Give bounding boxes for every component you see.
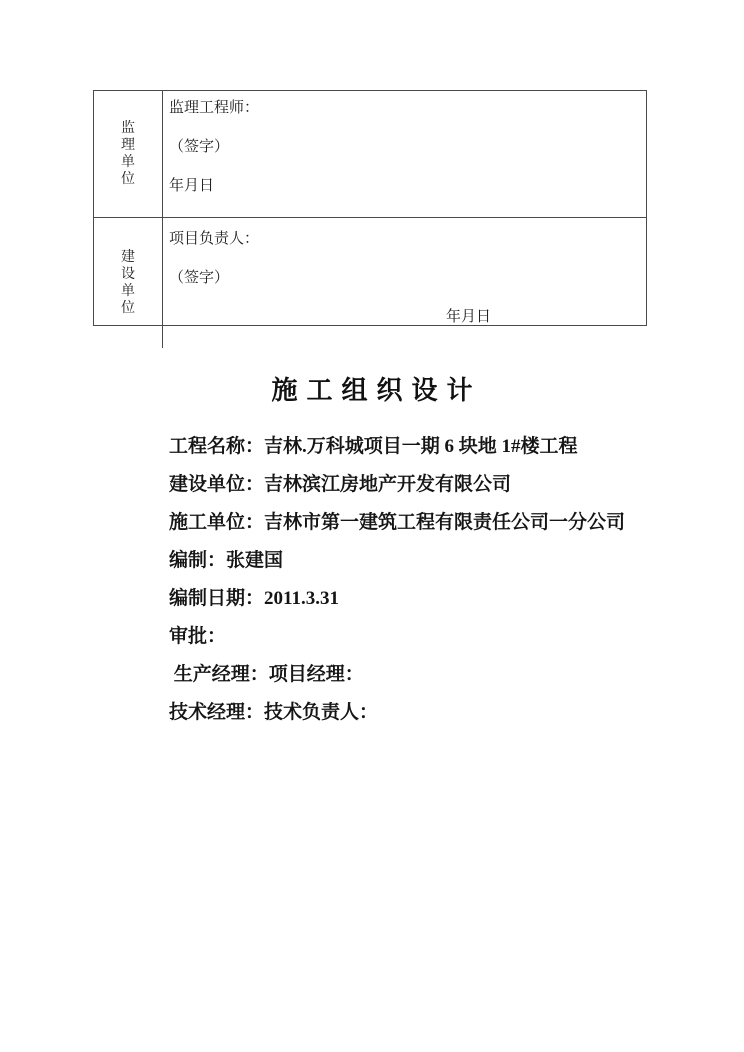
owner-unit-line: 建设单位：吉林滨江房地产开发有限公司 [169,474,512,495]
date-line: 年月日 [446,309,492,325]
supervision-unit-label: 监理单位 [121,121,135,187]
unit-label-cell [94,91,163,217]
supervisor-role-line: 监理工程师： [169,100,260,116]
approval-line: 审批： [169,626,227,647]
table-row-supervision-unit [94,91,646,217]
owner-cell-content [163,218,646,348]
owner-unit-label: 建设单位 [121,250,135,316]
project-name-line: 工程名称：吉林.万科城项目一期 6 块地 1#楼工程 [169,436,578,457]
technical-manager-line: 技术经理：技术负责人： [169,702,379,723]
compile-date-line: 编制日期：2011.3.31 [169,588,339,609]
page-title: 施工组织设计 [271,376,482,405]
production-manager-line: 生产经理：项目经理： [169,664,364,685]
compiler-line: 编制：张建国 [169,550,284,571]
date-line: 年月日 [169,178,215,194]
supervision-cell-content [163,91,646,217]
signature-hint-line: （签字） [169,139,230,155]
table-row-construction-owner-unit [94,217,646,348]
signature-hint-line: （签字） [169,270,230,286]
construction-unit-line: 施工单位：吉林市第一建筑工程有限责任公司一分公司 [169,512,626,533]
unit-label-cell [94,218,163,348]
signature-table [93,90,647,326]
project-leader-role-line: 项目负责人： [169,231,260,247]
project-info-block [169,428,689,732]
